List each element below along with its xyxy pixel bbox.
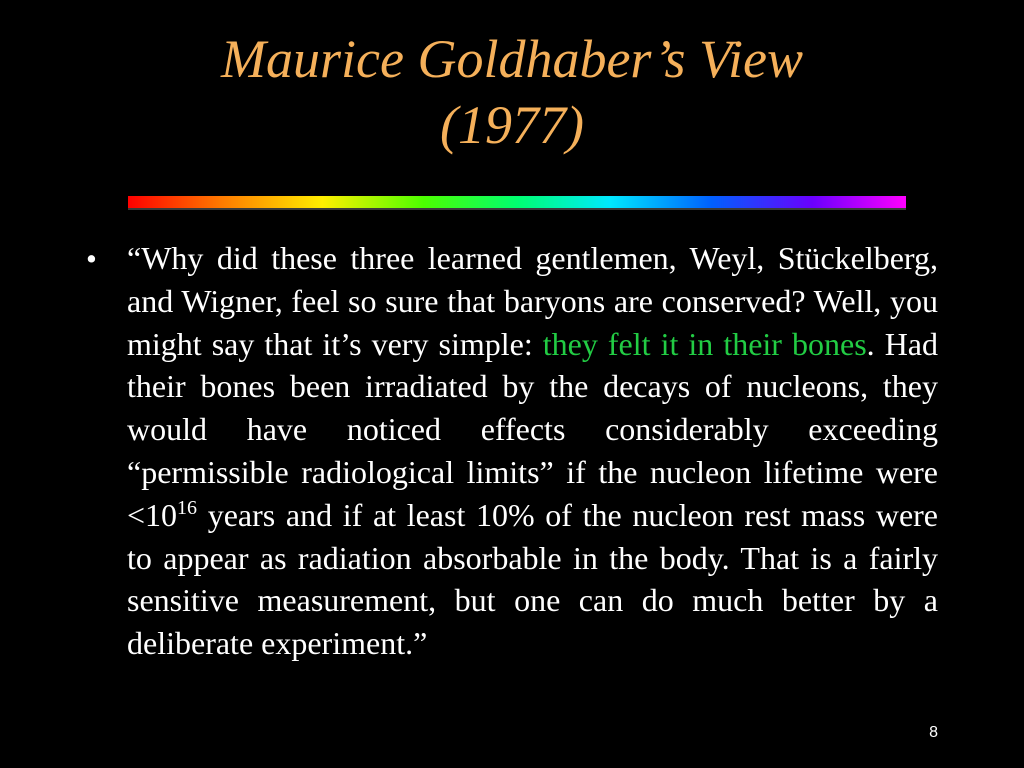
quote-text xyxy=(127,237,938,665)
exponent: 16 xyxy=(177,496,198,519)
rainbow-divider xyxy=(128,196,906,208)
quote-part-3: years and if at least 10% of the nucleon rest mass were to appear as radiation absorbable in the body. That is a fairly sensitive measurement, but one can do much better by a deliberate experiment.” xyxy=(127,496,938,662)
page-number: 8 xyxy=(929,724,938,741)
title-line-2: (1977) xyxy=(440,95,584,155)
title-line-1: Maurice Goldhaber’s View xyxy=(221,29,803,89)
quote-part-1: “Why did these three learned gentlemen, Weyl, Stückelberg, and Wigner, feel so sure that baryons are conserved? Well, you might say that it’s very simple: xyxy=(127,240,938,362)
bullet-marker: • xyxy=(86,241,97,276)
slide-title xyxy=(0,26,1024,158)
quote-part-2: . Had their bones been irradiated by the decays of nucleons, they would have noticed effects considerably exceeding “permissible radiological limits” if the nucleon lifetime were <10 xyxy=(127,325,939,533)
quote-highlight: they felt it in their bones xyxy=(542,325,867,362)
